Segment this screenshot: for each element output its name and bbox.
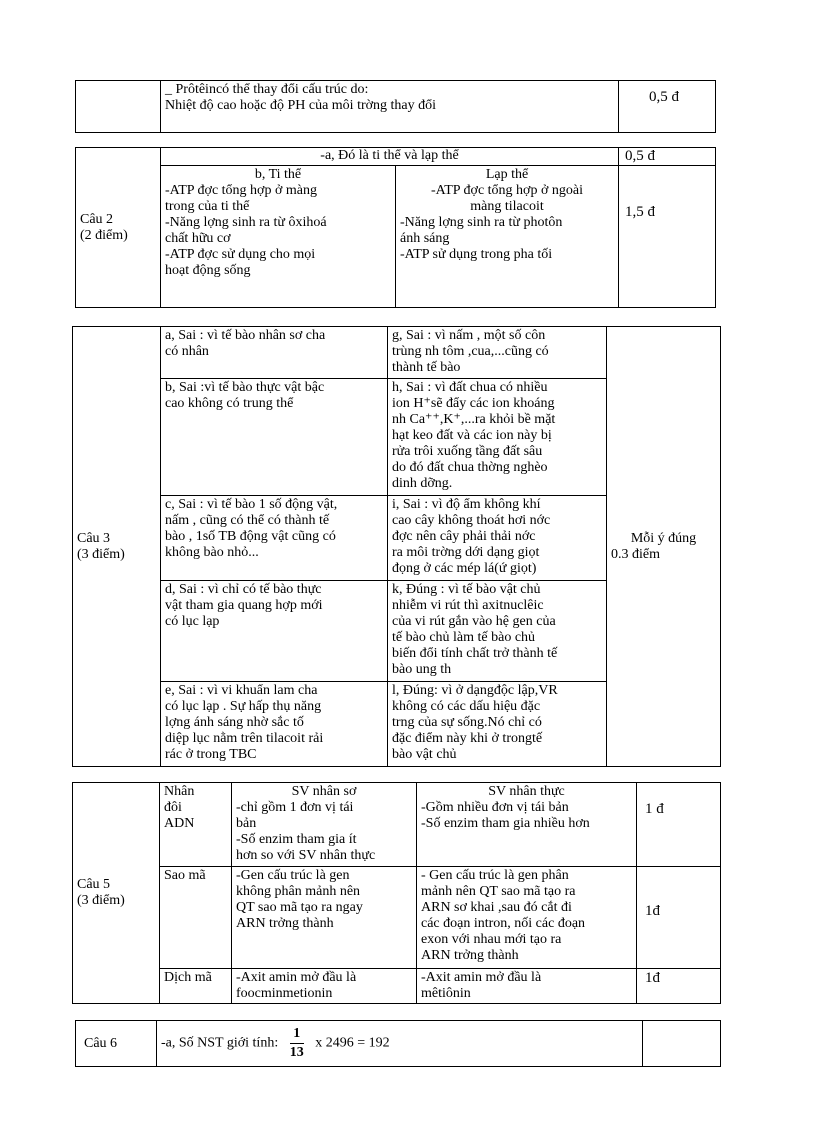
text-line: -chỉ gồm 1 đơn vị tái (236, 800, 354, 815)
q3-answer-h (388, 379, 607, 496)
text-line: mêtiônin (421, 986, 471, 1001)
text-line: diệp lục nằm trên tilacoit rải (165, 731, 324, 746)
text-line: -Gen cấu trúc là gen (236, 868, 350, 883)
q2-left-col (161, 166, 396, 308)
text-line: i, Sai : vì độ ẩm không khí (392, 497, 541, 512)
protein-table (75, 80, 716, 133)
text-line: a, Sai : vì tế bào nhân sơ cha (165, 328, 326, 343)
text-line: hơn so với SV nhân thực (236, 848, 376, 863)
text-line: -ATP đợc tổng hợp ở ngoài (431, 183, 583, 198)
text-line: hoạt động sống (165, 263, 251, 278)
text-line: -ATP đợc sử dụng cho mọi (165, 247, 316, 262)
text-line: bào , 1số TB động vật cũng có (165, 529, 336, 544)
text-line: ánh sáng (400, 231, 450, 246)
text-line: cao không có trung thể (165, 396, 294, 411)
question-label: Câu 3 (77, 530, 111, 546)
text-line: cao cây không thoát hơi nớc (392, 513, 551, 528)
text-line: có nhân (165, 344, 209, 359)
fraction-numerator: 1 (290, 1025, 304, 1044)
text-line: có lục lạp (165, 614, 220, 629)
text-line: foocminmetionin (236, 986, 333, 1001)
text-line: ADN (164, 816, 195, 831)
question-label: Câu 5 (77, 877, 111, 892)
text-suffix: x 2496 = 192 (315, 1035, 390, 1051)
header-text: -a, Đó là ti thể và lạp thể (320, 148, 459, 163)
question-points: (3 điểm) (77, 893, 125, 908)
score-text: 0,5 đ (649, 89, 679, 105)
question-points: (3 điểm) (77, 546, 125, 562)
text-line: -Năng lợng sinh ra từ ôxihoá (165, 215, 327, 230)
text-line: đọng ở các mép lá(ứ giọt) (392, 561, 537, 576)
q6-label-cell (76, 1021, 157, 1067)
text-line: vật tham gia quang hợp mới (165, 598, 323, 613)
q5-prokaryote-cell (232, 783, 417, 867)
q3-label-cell (73, 327, 161, 767)
q5-eukaryote-cell (417, 783, 637, 867)
protein-score (619, 81, 716, 133)
protein-label-cell (76, 81, 161, 133)
q5-row-name (160, 867, 232, 969)
q5-eukaryote-cell (417, 969, 637, 1004)
text-line: -Axit amin mở đầu là (421, 970, 542, 985)
text-line: do đó đất chua thờng nghèo (392, 460, 548, 475)
text-line: không bào nhỏ... (165, 545, 259, 560)
text-line: c, Sai : vì tế bào 1 số động vật, (165, 497, 338, 512)
text-line: biến đổi tính chất trở thành tế (392, 646, 558, 661)
text-line: không phân mảnh nên (236, 884, 361, 899)
q5-row-name (160, 969, 232, 1004)
text-line: bào vật chủ (392, 747, 457, 762)
question-label: Câu 2 (80, 211, 114, 227)
text-line: -ATP đợc tổng hợp ở màng (165, 183, 317, 198)
text-line: đôi (164, 800, 182, 815)
text-line: dinh dỡng. (392, 476, 453, 491)
text-line: của vi rút gắn vào hệ gen của (392, 614, 556, 629)
text-line: thành tế bào (392, 360, 461, 375)
text-line: màng tilacoit (470, 199, 544, 214)
text-line: g, Sai : vì nấm , một số côn (392, 328, 546, 343)
q5-score (637, 969, 721, 1004)
q3-answer-e (161, 682, 388, 767)
q3-answer-g (388, 327, 607, 379)
text-line: 0.3 điểm (611, 546, 660, 562)
text-line: e, Sai : vì vi khuẩn lam cha (165, 683, 318, 698)
q2-table (75, 147, 716, 308)
text-line: exon với nhau mới tạo ra (421, 932, 562, 947)
text-line: -ATP sử dụng trong pha tối (400, 247, 553, 262)
fraction (290, 1025, 304, 1062)
text-line: QT sao mã tạo ra ngay (236, 900, 363, 915)
question-label: Câu 6 (84, 1035, 118, 1051)
text-line: tế bào chủ làm tế bào chủ (392, 630, 536, 645)
text-line: -Axit amin mở đầu là (236, 970, 357, 985)
q3-answer-b (161, 379, 388, 496)
column-title: b, Ti thể (254, 167, 302, 182)
text-line: đợc nên cây phải thải nớc (392, 529, 536, 544)
text-line: có lục lạp . Sự hấp thụ năng (165, 699, 322, 714)
text-line: d, Sai : vì chỉ có tế bào thực (165, 582, 322, 597)
text-line: không có các dấu hiệu đặc (392, 699, 541, 714)
text-line: ra môi trờng dới dạng giọt (392, 545, 540, 560)
text-line: trng của sự sống.Nó chỉ có (392, 715, 542, 730)
text-prefix: -a, Số NST giới tính: (161, 1035, 279, 1051)
q5-score (637, 783, 721, 867)
q2-header (161, 148, 619, 166)
q3-answer-k (388, 581, 607, 682)
q5-row-name (160, 783, 232, 867)
text-line: ARN trởng thành (236, 916, 334, 931)
q3-answer-d (161, 581, 388, 682)
text-line: b, Sai :vì tế bào thực vật bậc (165, 380, 325, 395)
q5-score (637, 867, 721, 969)
text-line: đặc điểm này khi ở trongtế (392, 731, 543, 746)
q5-prokaryote-cell (232, 969, 417, 1004)
column-title: SV nhân sơ (291, 784, 357, 799)
text-line: Nhân (164, 784, 195, 799)
q3-score (607, 327, 721, 767)
text-line: Mỗi ý đúng (630, 530, 697, 546)
score-text: 1,5 đ (625, 204, 655, 220)
q5-prokaryote-cell (232, 867, 417, 969)
q2-label-cell (76, 148, 161, 308)
text-line: -Gồm nhiều đơn vị tái bản (421, 800, 569, 815)
text-line: -Số enzim tham gia ít (236, 832, 357, 847)
score-text: 0,5 đ (625, 148, 655, 164)
text-line: nấm , cũng có thể có thành tế (165, 513, 330, 528)
text-line: rửa trôi xuống tầng đất sâu (392, 444, 543, 459)
text-line: l, Đúng: vì ở dạngđộc lập,VR (392, 683, 558, 698)
text-line: hạt keo đất và các ion này bị (392, 428, 552, 443)
q2-header-score (619, 148, 716, 166)
text-line: -Năng lợng sinh ra từ photôn (400, 215, 563, 230)
column-title: SV nhân thực (488, 784, 565, 799)
q3-answer-a (161, 327, 388, 379)
text-line: ARN sơ khai ,sau đó cắt đi (421, 900, 572, 915)
column-title: Lạp thể (485, 167, 529, 182)
fraction-denominator: 13 (289, 1045, 304, 1060)
text-line: trùng nh tôm ,cua,...cũng có (392, 344, 549, 359)
score-text: 1đ (645, 970, 660, 986)
q6-score (643, 1021, 721, 1067)
text-line: Sao mã (164, 868, 206, 883)
text-line: chất hữu cơ (165, 231, 231, 246)
q3-answer-l (388, 682, 607, 767)
score-text: 1đ (645, 903, 660, 919)
q6-table (75, 1020, 721, 1067)
text-line: - Gen cấu trúc là gen phân (421, 868, 569, 883)
text-line: lợng ánh sáng nhờ sắc tố (165, 715, 304, 730)
text-line: ion H⁺sẽ đẩy các ion khoáng (392, 396, 555, 411)
text-line: bào ung th (392, 662, 452, 677)
score-text: 1 đ (645, 801, 664, 817)
text-line: h, Sai : vì đất chua có nhiều (392, 380, 548, 395)
q3-answer-i (388, 496, 607, 581)
text-line: các đoạn intron, nối các đoạn (421, 916, 586, 931)
q5-label-cell (73, 783, 160, 1004)
text-line: ARN trởng thành (421, 948, 519, 963)
text-line: bản (236, 816, 257, 831)
text-line: _ Prôtêincó thể thay đổi cấu trúc do: (165, 82, 369, 97)
q2-right-col (396, 166, 619, 308)
text-line: Nhiệt độ cao hoặc độ PH của môi trờng thay đổi (165, 98, 437, 113)
text-line: Dịch mã (164, 970, 212, 985)
text-line: nh Ca⁺⁺,K⁺,...ra khỏi bề mặt (392, 412, 556, 427)
text-line: nhiễm vi rút thì axitnuclêic (392, 598, 544, 613)
protein-content (161, 81, 619, 133)
text-line: -Số enzim tham gia nhiều hơn (421, 816, 590, 831)
q5-eukaryote-cell (417, 867, 637, 969)
q6-content (157, 1021, 643, 1067)
text-line: rác ở trong TBC (165, 747, 257, 762)
q2-score (619, 166, 716, 308)
q3-answer-c (161, 496, 388, 581)
text-line: mảnh nên QT sao mã tạo ra (421, 884, 576, 899)
q5-table (72, 782, 721, 1004)
question-points: (2 điểm) (80, 227, 128, 243)
text-line: k, Đúng : vì tế bào vật chủ (392, 582, 541, 597)
q3-table (72, 326, 721, 767)
text-line: trong của ti thể (165, 199, 250, 214)
